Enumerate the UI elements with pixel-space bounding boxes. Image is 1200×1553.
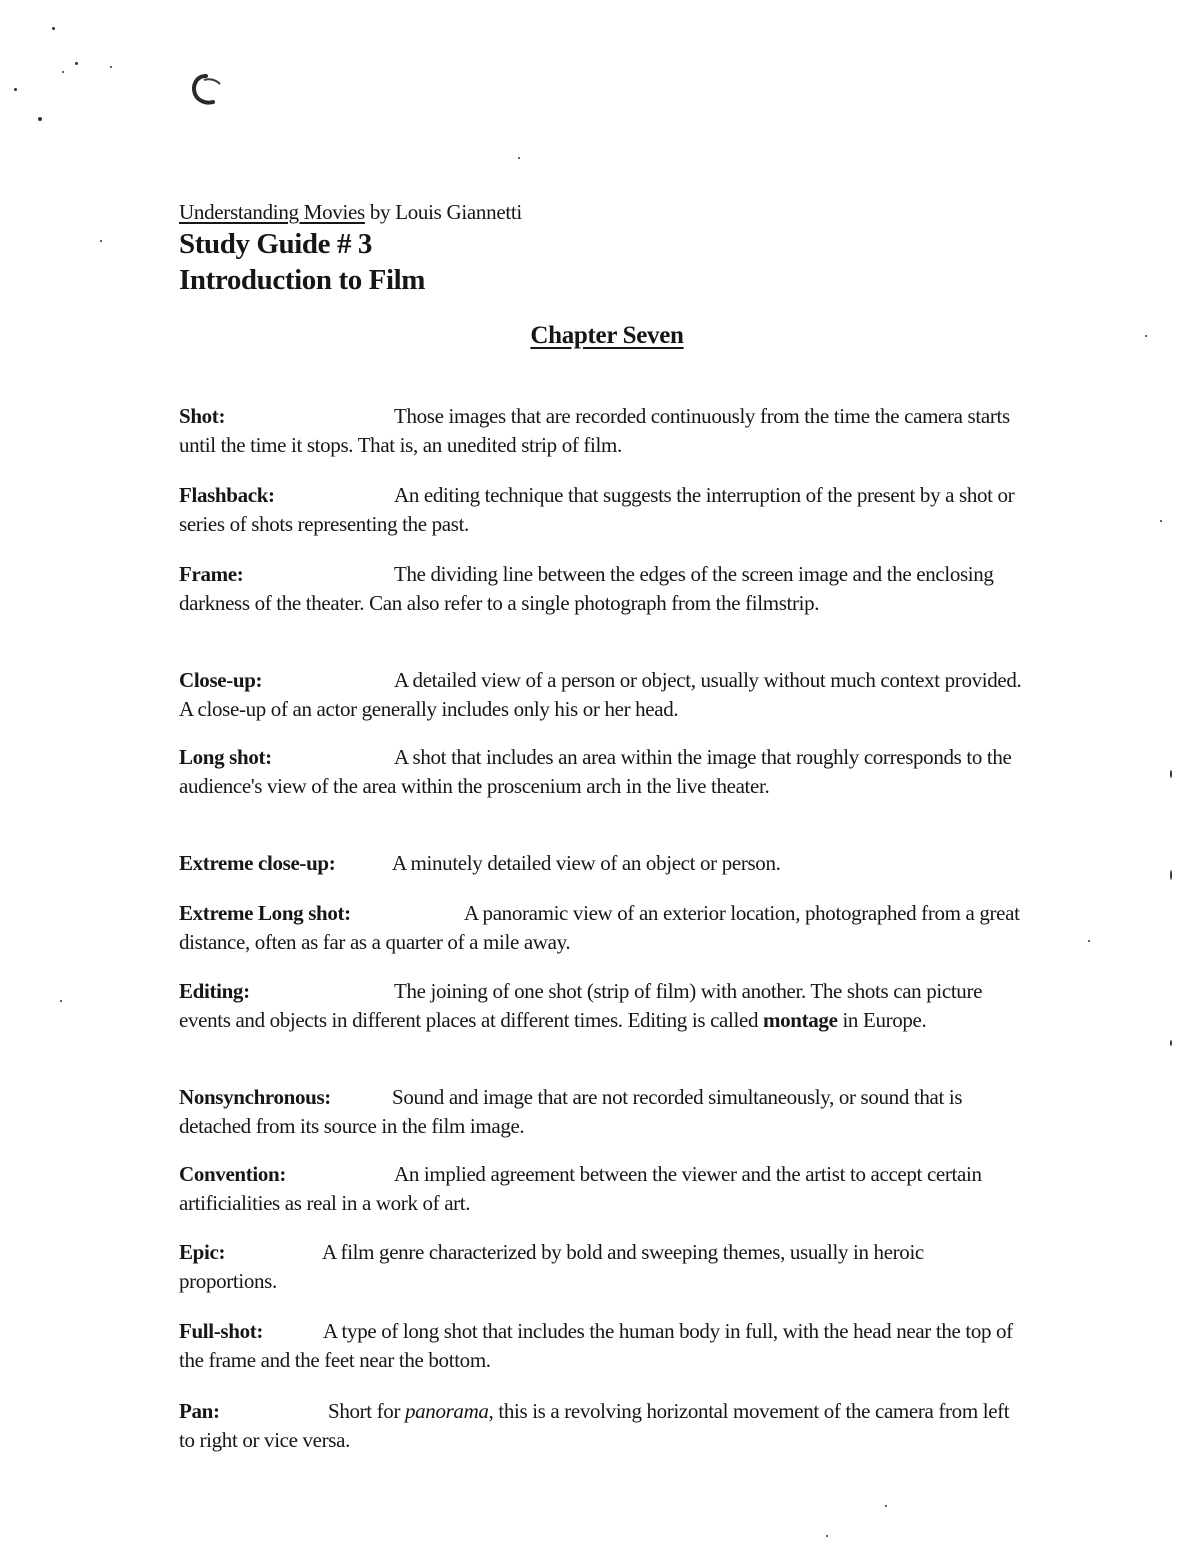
- glossary-entry-full-shot: [179, 1317, 1024, 1374]
- glossary-entry-pan: [179, 1397, 1024, 1454]
- book-reference: [179, 198, 879, 226]
- scan-speck: [518, 157, 520, 159]
- entry-term: Convention:: [179, 1162, 286, 1186]
- book-title: Understanding Movies: [179, 200, 365, 224]
- entry-definition: An implied agreement between the viewer and the artist to accept certain artificialities as real in a work of art.: [179, 1162, 982, 1215]
- entry-definition: The dividing line between the edges of the screen image and the enclosing darkness of the theater. Can also refer to a single photograph from the filmstrip.: [179, 562, 994, 615]
- scan-speck: [1160, 520, 1162, 522]
- scan-speck: [14, 88, 17, 91]
- entry-definition-part: in Europe.: [837, 1007, 927, 1032]
- scan-speck: [885, 1505, 887, 1507]
- glossary-entry-extreme-close-up: [179, 849, 1024, 878]
- document-header: [179, 198, 879, 298]
- entry-definition: An editing technique that suggests the interruption of the present by a shot or series of shots representing the past.: [179, 483, 1015, 536]
- course-title: Introduction to Film: [179, 264, 426, 296]
- glossary-entry-shot: [179, 402, 1024, 459]
- entry-term: Long shot:: [179, 745, 272, 769]
- entry-term: Extreme Long shot:: [179, 901, 351, 925]
- entry-definition: Those images that are recorded continuously from the time the camera starts until the time it stops. That is, an unedited strip of film.: [179, 404, 1010, 457]
- glossary-entry-epic: [179, 1238, 1024, 1295]
- scan-speck: [62, 71, 64, 73]
- entry-definition-part: Short for: [328, 1399, 405, 1423]
- glossary-entry-nonsynchronous: [179, 1083, 1024, 1140]
- glossary-entry-frame: [179, 560, 1024, 617]
- scan-speck: [110, 66, 112, 68]
- entry-term: Flashback:: [179, 483, 275, 507]
- entry-term: Close-up:: [179, 668, 263, 692]
- scan-speck: [52, 27, 55, 30]
- entry-term: Editing:: [179, 979, 250, 1003]
- scan-speck: [1170, 870, 1172, 880]
- entry-term: Full-shot:: [179, 1319, 264, 1343]
- entry-term: Nonsynchronous:: [179, 1085, 331, 1109]
- book-author: by Louis Giannetti: [369, 200, 522, 224]
- scan-speck: [60, 1000, 62, 1002]
- entry-term: Extreme close-up:: [179, 851, 336, 875]
- entry-definition: A panoramic view of an exterior location, photographed from a great distance, often as far as a quarter of a mile away.: [179, 901, 1020, 954]
- entry-definition-emphasis: panorama: [405, 1399, 489, 1423]
- entry-term: Shot:: [179, 404, 226, 428]
- entry-definition-part: The joining of one shot (strip of film) with another. The shots can picture events and objects in different places at different times. Editing is called: [179, 979, 983, 1032]
- glossary-entry-close-up: [179, 666, 1024, 723]
- entry-definition: A minutely detailed view of an object or person.: [392, 851, 781, 875]
- entry-definition: A type of long shot that includes the human body in full, with the head near the top of the frame and the feet near the bottom.: [179, 1319, 1013, 1372]
- guide-title: Study Guide # 3: [179, 228, 373, 260]
- entry-definition: A film genre characterized by bold and sweeping themes, usually in heroic proportions.: [179, 1240, 924, 1293]
- entry-definition: A shot that includes an area within the image that roughly corresponds to the audience's view of the area within the proscenium arch in the live theater.: [179, 745, 1012, 798]
- scan-speck: [1088, 940, 1090, 942]
- entry-term: Epic:: [179, 1240, 226, 1264]
- smudge-mark: [186, 70, 230, 110]
- chapter-title: Chapter Seven: [530, 322, 684, 349]
- scan-speck: [826, 1535, 828, 1537]
- entry-definition-emphasis: montage: [763, 1007, 838, 1032]
- glossary-entry-convention: [179, 1160, 1024, 1217]
- glossary-entry-editing: [179, 977, 1024, 1034]
- entry-definition: Sound and image that are not recorded simultaneously, or sound that is detached from its source in the film image.: [179, 1085, 963, 1138]
- entry-definition-part: , this is a revolving horizontal movement of the camera from left to right or vice versa.: [179, 1399, 1010, 1452]
- scan-speck: [100, 240, 102, 242]
- entry-term: Pan:: [179, 1399, 220, 1423]
- glossary-entry-flashback: [179, 481, 1024, 538]
- scan-speck: [38, 117, 42, 121]
- scan-speck: [1170, 1040, 1172, 1046]
- glossary-entry-long-shot: [179, 743, 1024, 800]
- chapter-heading: [0, 322, 1200, 350]
- entry-definition: A detailed view of a person or object, usually without much context provided. A close-up of an actor generally includes only his or her head.: [179, 668, 1022, 721]
- glossary-entry-extreme-long-shot: [179, 899, 1024, 956]
- scan-speck: [1170, 770, 1172, 778]
- scan-speck: [75, 62, 78, 65]
- entry-term: Frame:: [179, 562, 244, 586]
